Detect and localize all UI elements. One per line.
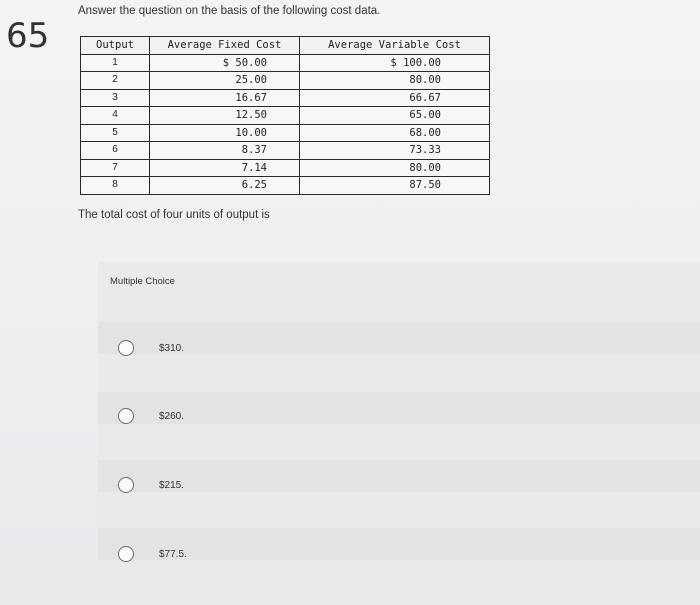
radio-button-icon[interactable]	[118, 477, 134, 493]
answer-option-2[interactable]	[118, 408, 184, 424]
answer-option-3[interactable]	[118, 477, 184, 493]
table-row	[81, 159, 490, 177]
cell-output: 4	[81, 107, 150, 125]
panel-divider	[98, 528, 700, 560]
cell-output: 5	[81, 124, 150, 142]
question-text: The total cost of four units of output is	[78, 209, 270, 221]
answer-option-label: $77.5.	[159, 548, 187, 560]
answer-option-1[interactable]	[118, 340, 184, 356]
table-row	[81, 107, 490, 125]
cell-avc: 68.00	[300, 124, 490, 142]
cell-afc: 7.14	[150, 159, 300, 177]
cell-avc: $ 100.00	[300, 54, 490, 72]
answer-option-4[interactable]	[118, 546, 187, 562]
panel-divider	[98, 392, 700, 424]
radio-button-icon[interactable]	[118, 408, 134, 424]
cell-avc: 80.00	[300, 72, 490, 90]
cell-avc: 80.00	[300, 159, 490, 177]
answer-option-label: $215.	[159, 479, 185, 491]
radio-button-icon[interactable]	[118, 546, 134, 562]
cell-avc: 66.67	[300, 89, 490, 107]
cell-output: 1	[81, 54, 150, 72]
cell-afc: 8.37	[150, 142, 300, 160]
table-row	[81, 177, 490, 195]
cell-afc: 16.67	[150, 89, 300, 107]
question-number: 65	[6, 16, 50, 56]
answer-option-label: $310.	[159, 342, 185, 354]
cell-output: 7	[81, 159, 150, 177]
cell-afc: 6.25	[150, 177, 300, 195]
table-row	[81, 72, 490, 90]
cell-afc: $ 50.00	[150, 54, 300, 72]
cell-output: 3	[81, 89, 150, 107]
cell-output: 8	[81, 177, 150, 195]
header-average-variable-cost: Average Variable Cost	[300, 37, 490, 55]
cell-avc: 73.33	[300, 142, 490, 160]
multiple-choice-label: Multiple Choice	[110, 276, 175, 287]
radio-button-icon[interactable]	[118, 340, 134, 356]
table-row	[81, 142, 490, 160]
cell-afc: 10.00	[150, 124, 300, 142]
cost-data-table	[80, 36, 490, 195]
cell-output: 6	[81, 142, 150, 160]
cell-avc: 65.00	[300, 107, 490, 125]
multiple-choice-panel	[98, 262, 700, 605]
panel-divider	[98, 322, 700, 354]
cell-afc: 12.50	[150, 107, 300, 125]
question-prompt: Answer the question on the basis of the following cost data.	[78, 5, 381, 17]
answer-option-label: $260.	[159, 410, 185, 422]
cell-avc: 87.50	[300, 177, 490, 195]
table-row	[81, 54, 490, 72]
header-output: Output	[81, 37, 150, 55]
cell-output: 2	[81, 72, 150, 90]
table-row	[81, 124, 490, 142]
panel-divider	[98, 460, 700, 492]
table-row	[81, 89, 490, 107]
header-average-fixed-cost: Average Fixed Cost	[150, 37, 300, 55]
table-header-row	[81, 37, 490, 55]
cell-afc: 25.00	[150, 72, 300, 90]
